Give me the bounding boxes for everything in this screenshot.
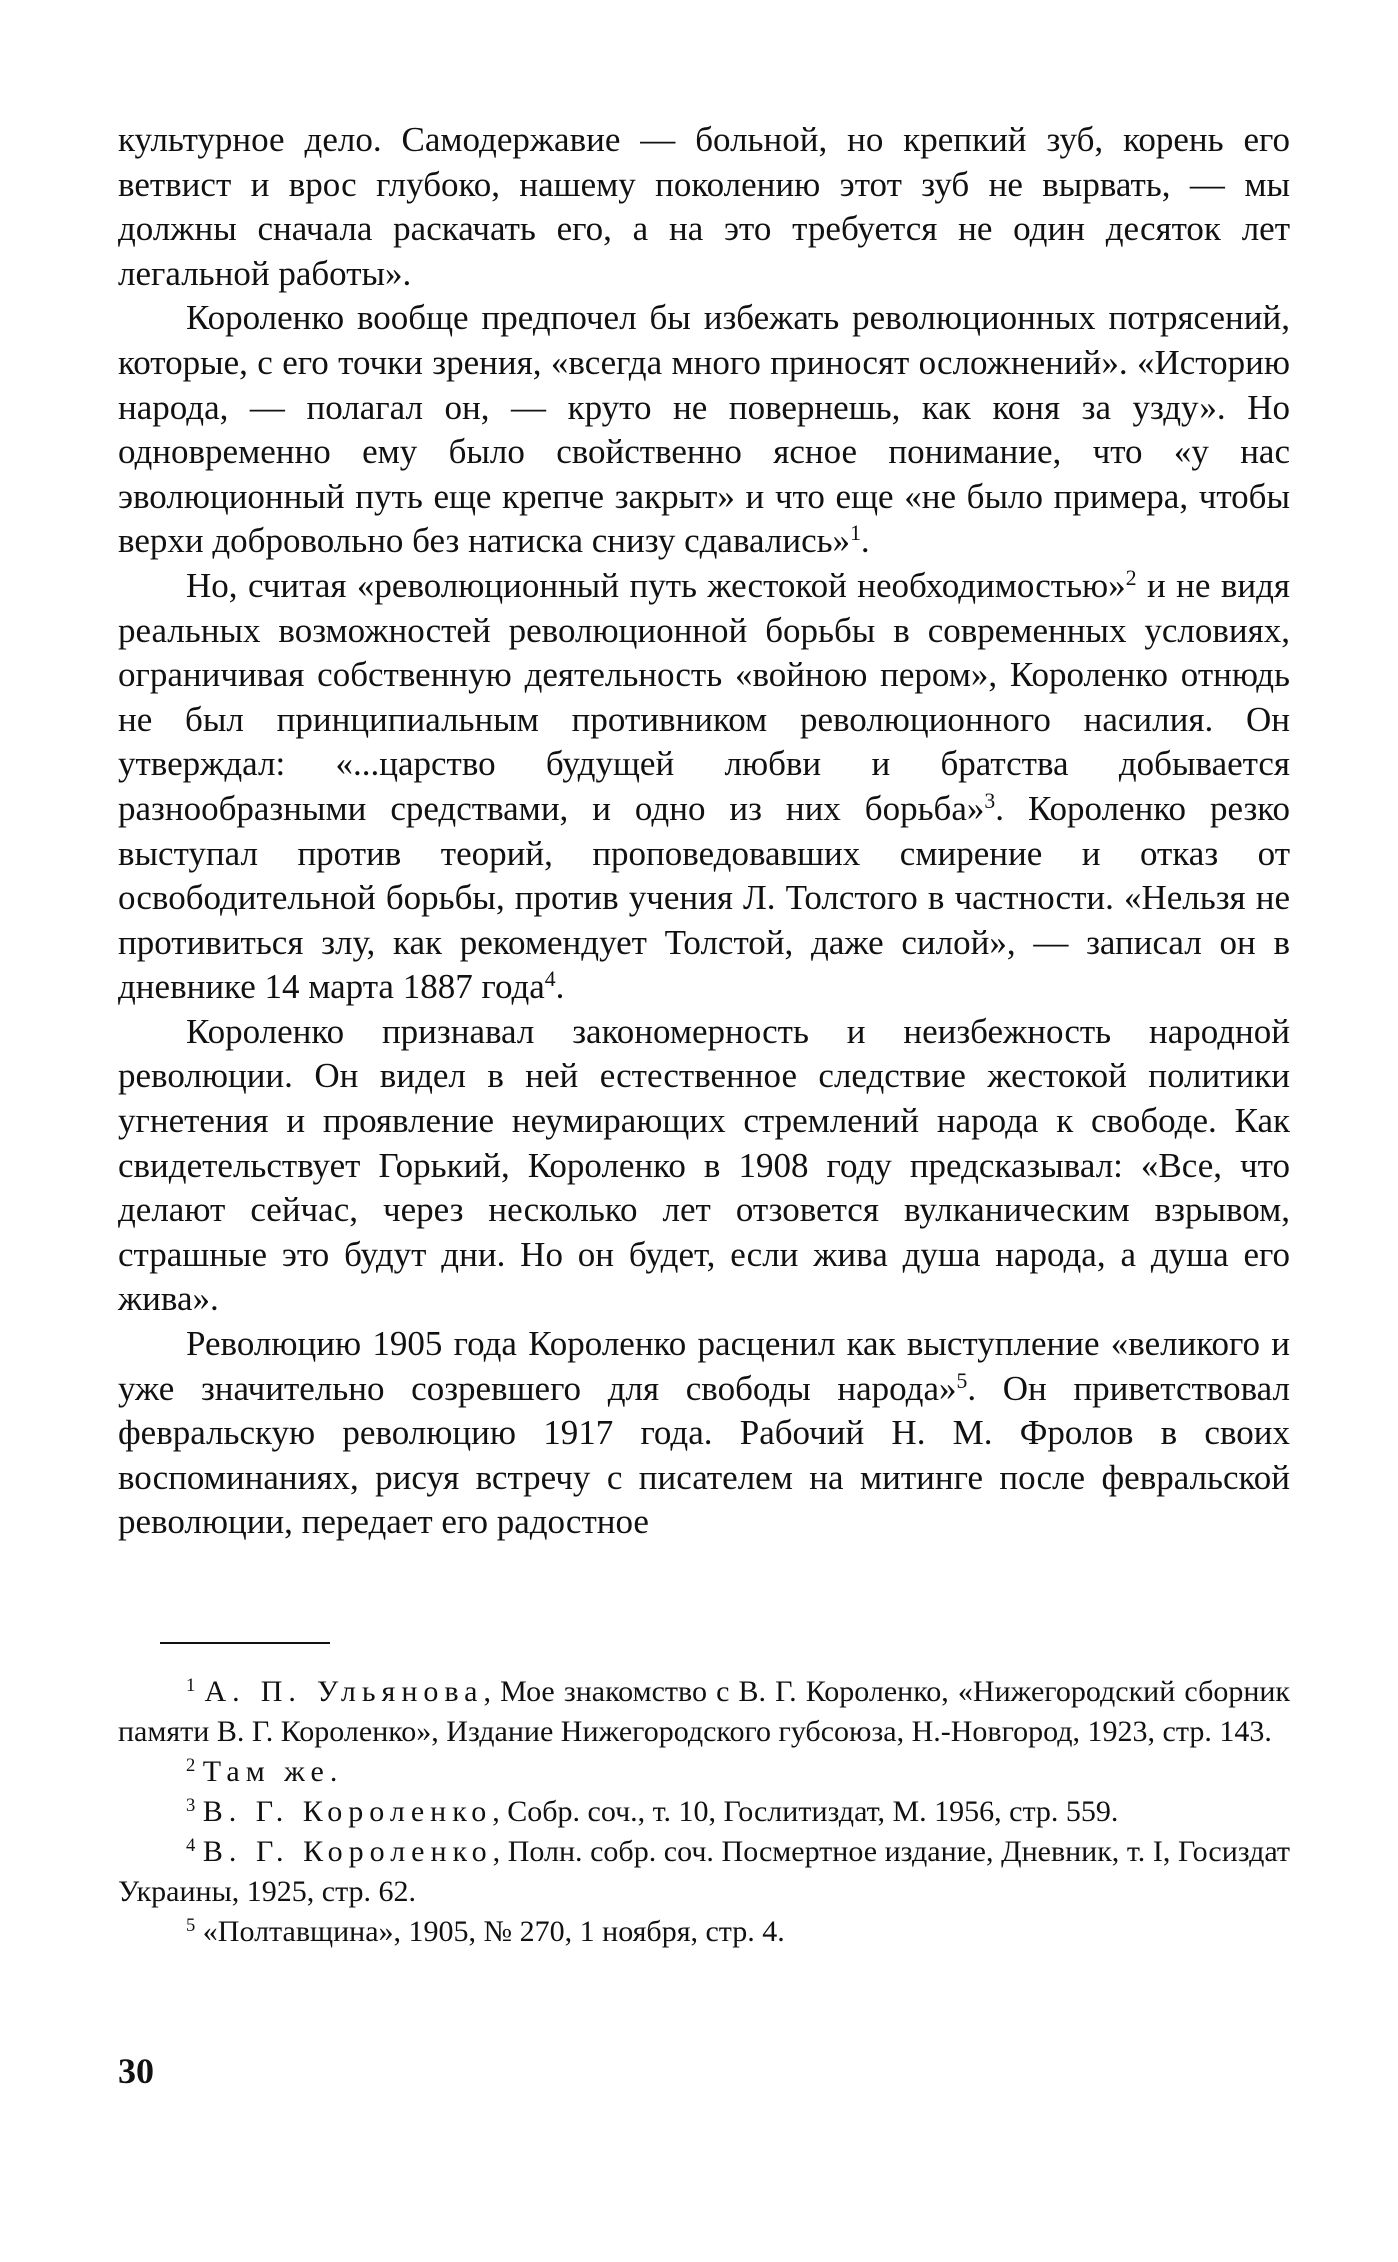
paragraph-text: . xyxy=(555,967,565,1007)
paragraph-text: культурное дело. Самодержавие — больной, но крепкий зуб, корень его ветвист и врос глубоко, нашему поколению этот зуб не вырвать, — мы должны сначала раскачать его, а на это требуется не один десяток лет легальной работы». xyxy=(118,120,1290,293)
footnote-author: В. Г. Короленко xyxy=(202,1835,493,1868)
page-number: 30 xyxy=(118,2051,154,2091)
footnote-4 xyxy=(118,1832,1290,1912)
footnote-text: , Полн. собр. соч. Посмертное издание, Дневник, т. I, Госиздат Украины, 1925, стр. 62. xyxy=(118,1835,1291,1908)
footnote-2 xyxy=(118,1752,1290,1792)
footnote-1 xyxy=(118,1672,1290,1752)
footnote-author: В. Г. Короленко xyxy=(202,1795,493,1828)
footnote-3 xyxy=(118,1792,1290,1832)
footnote-text: , Собр. соч., т. 10, Гослитиздат, М. 1956, стр. 559. xyxy=(492,1795,1119,1828)
footnote-author: А. П. Ульянова xyxy=(204,1675,484,1708)
paragraph-text: . xyxy=(860,521,870,561)
footnote-ref[interactable]: 5 xyxy=(956,1368,968,1393)
footnote-ref[interactable]: 1 xyxy=(850,521,861,546)
paragraph-text: Но, считая «революционный путь жестокой необходимостью» xyxy=(186,565,1126,605)
footnote-text: . xyxy=(329,1755,338,1788)
paragraph-text: Короленко вообще предпочел бы избежать революционных потрясений, которые, с его точки зрения, «всегда много приносят осложнений». «Историю народа, — полагал он, — круто не повернешь, как коня за узду». Но одновременно ему было свойственно ясное понимание, что «у нас эволюционный путь еще крепче закрыт» и что еще «не было примера, чтобы верхи добровольно без натиска снизу сдавались» xyxy=(118,298,1290,561)
footnote-ref[interactable]: 2 xyxy=(1125,566,1137,591)
footnote-5 xyxy=(118,1912,1290,1952)
footnotes xyxy=(118,1672,1290,1952)
paragraph-2 xyxy=(118,296,1290,564)
paragraph-text: Короленко признавал закономерность и неизбежность народной революции. Он видел в ней естественное следствие жестокой политики угнетения и проявление неумирающих стремлений народа к свободе. Как свидетельствует Горький, Короленко в 1908 году предсказывал: «Все, что делают сейчас, через несколько лет отзовется вулканическим взрывом, страшные это будут дни. Но он будет, если жива душа народа, а душа его жива». xyxy=(118,1011,1290,1319)
paragraph-4 xyxy=(118,1010,1290,1322)
footnote-number: 3 xyxy=(186,1794,196,1816)
footnote-number: 5 xyxy=(186,1914,196,1936)
paragraph-1 xyxy=(118,118,1290,296)
footnote-divider xyxy=(160,1642,330,1644)
paragraph-5 xyxy=(118,1322,1290,1545)
footnote-number: 2 xyxy=(186,1754,196,1776)
footnote-author: Там же xyxy=(202,1755,330,1788)
main-text xyxy=(118,118,1290,1545)
footnote-number: 4 xyxy=(186,1834,196,1856)
paragraph-text: Революцию 1905 года Короленко расценил как выступление «великого и уже значительно созревшего для свободы народа» xyxy=(118,1324,1290,1408)
footnote-number: 1 xyxy=(186,1674,196,1696)
footnote-ref[interactable]: 3 xyxy=(984,788,996,813)
footnote-ref[interactable]: 4 xyxy=(544,967,556,992)
paragraph-3 xyxy=(118,564,1290,1010)
paragraph-text: . Он приветствовал февральскую революцию 1917 года. Рабочий Н. М. Фролов в своих воспоминаниях, рисуя встречу с писателем на митинге после февральской революции, передает его радостное xyxy=(118,1368,1290,1542)
paragraph-text: и не видя реальных возможностей революционной борьбы в современных условиях, ограничивая собственную деятельность «войною пером», Короленко отнюдь не был принципиальным противником революционного насилия. Он утверждал: «...царство будущей любви и братства добывается разнообразными средствами, и одно из них борьба» xyxy=(118,565,1290,828)
footnote-text: «Полтавщина», 1905, № 270, 1 ноября, стр. 4. xyxy=(202,1915,785,1948)
footnote-text: , Мое знакомство с В. Г. Короленко, «Нижегородский сборник памяти В. Г. Короленко», Издание Нижегородского губсоюза, Н.-Новгород, 1923, стр. 143. xyxy=(118,1675,1291,1748)
paragraph-text: . Короленко резко выступал против теорий, проповедовавших смирение и отказ от освободительной борьбы, против учения Л. Толстого в частности. «Нельзя не противиться злу, как рекомендует Толстой, даже силой», — записал он в дневнике 14 марта 1887 года xyxy=(118,788,1290,1007)
